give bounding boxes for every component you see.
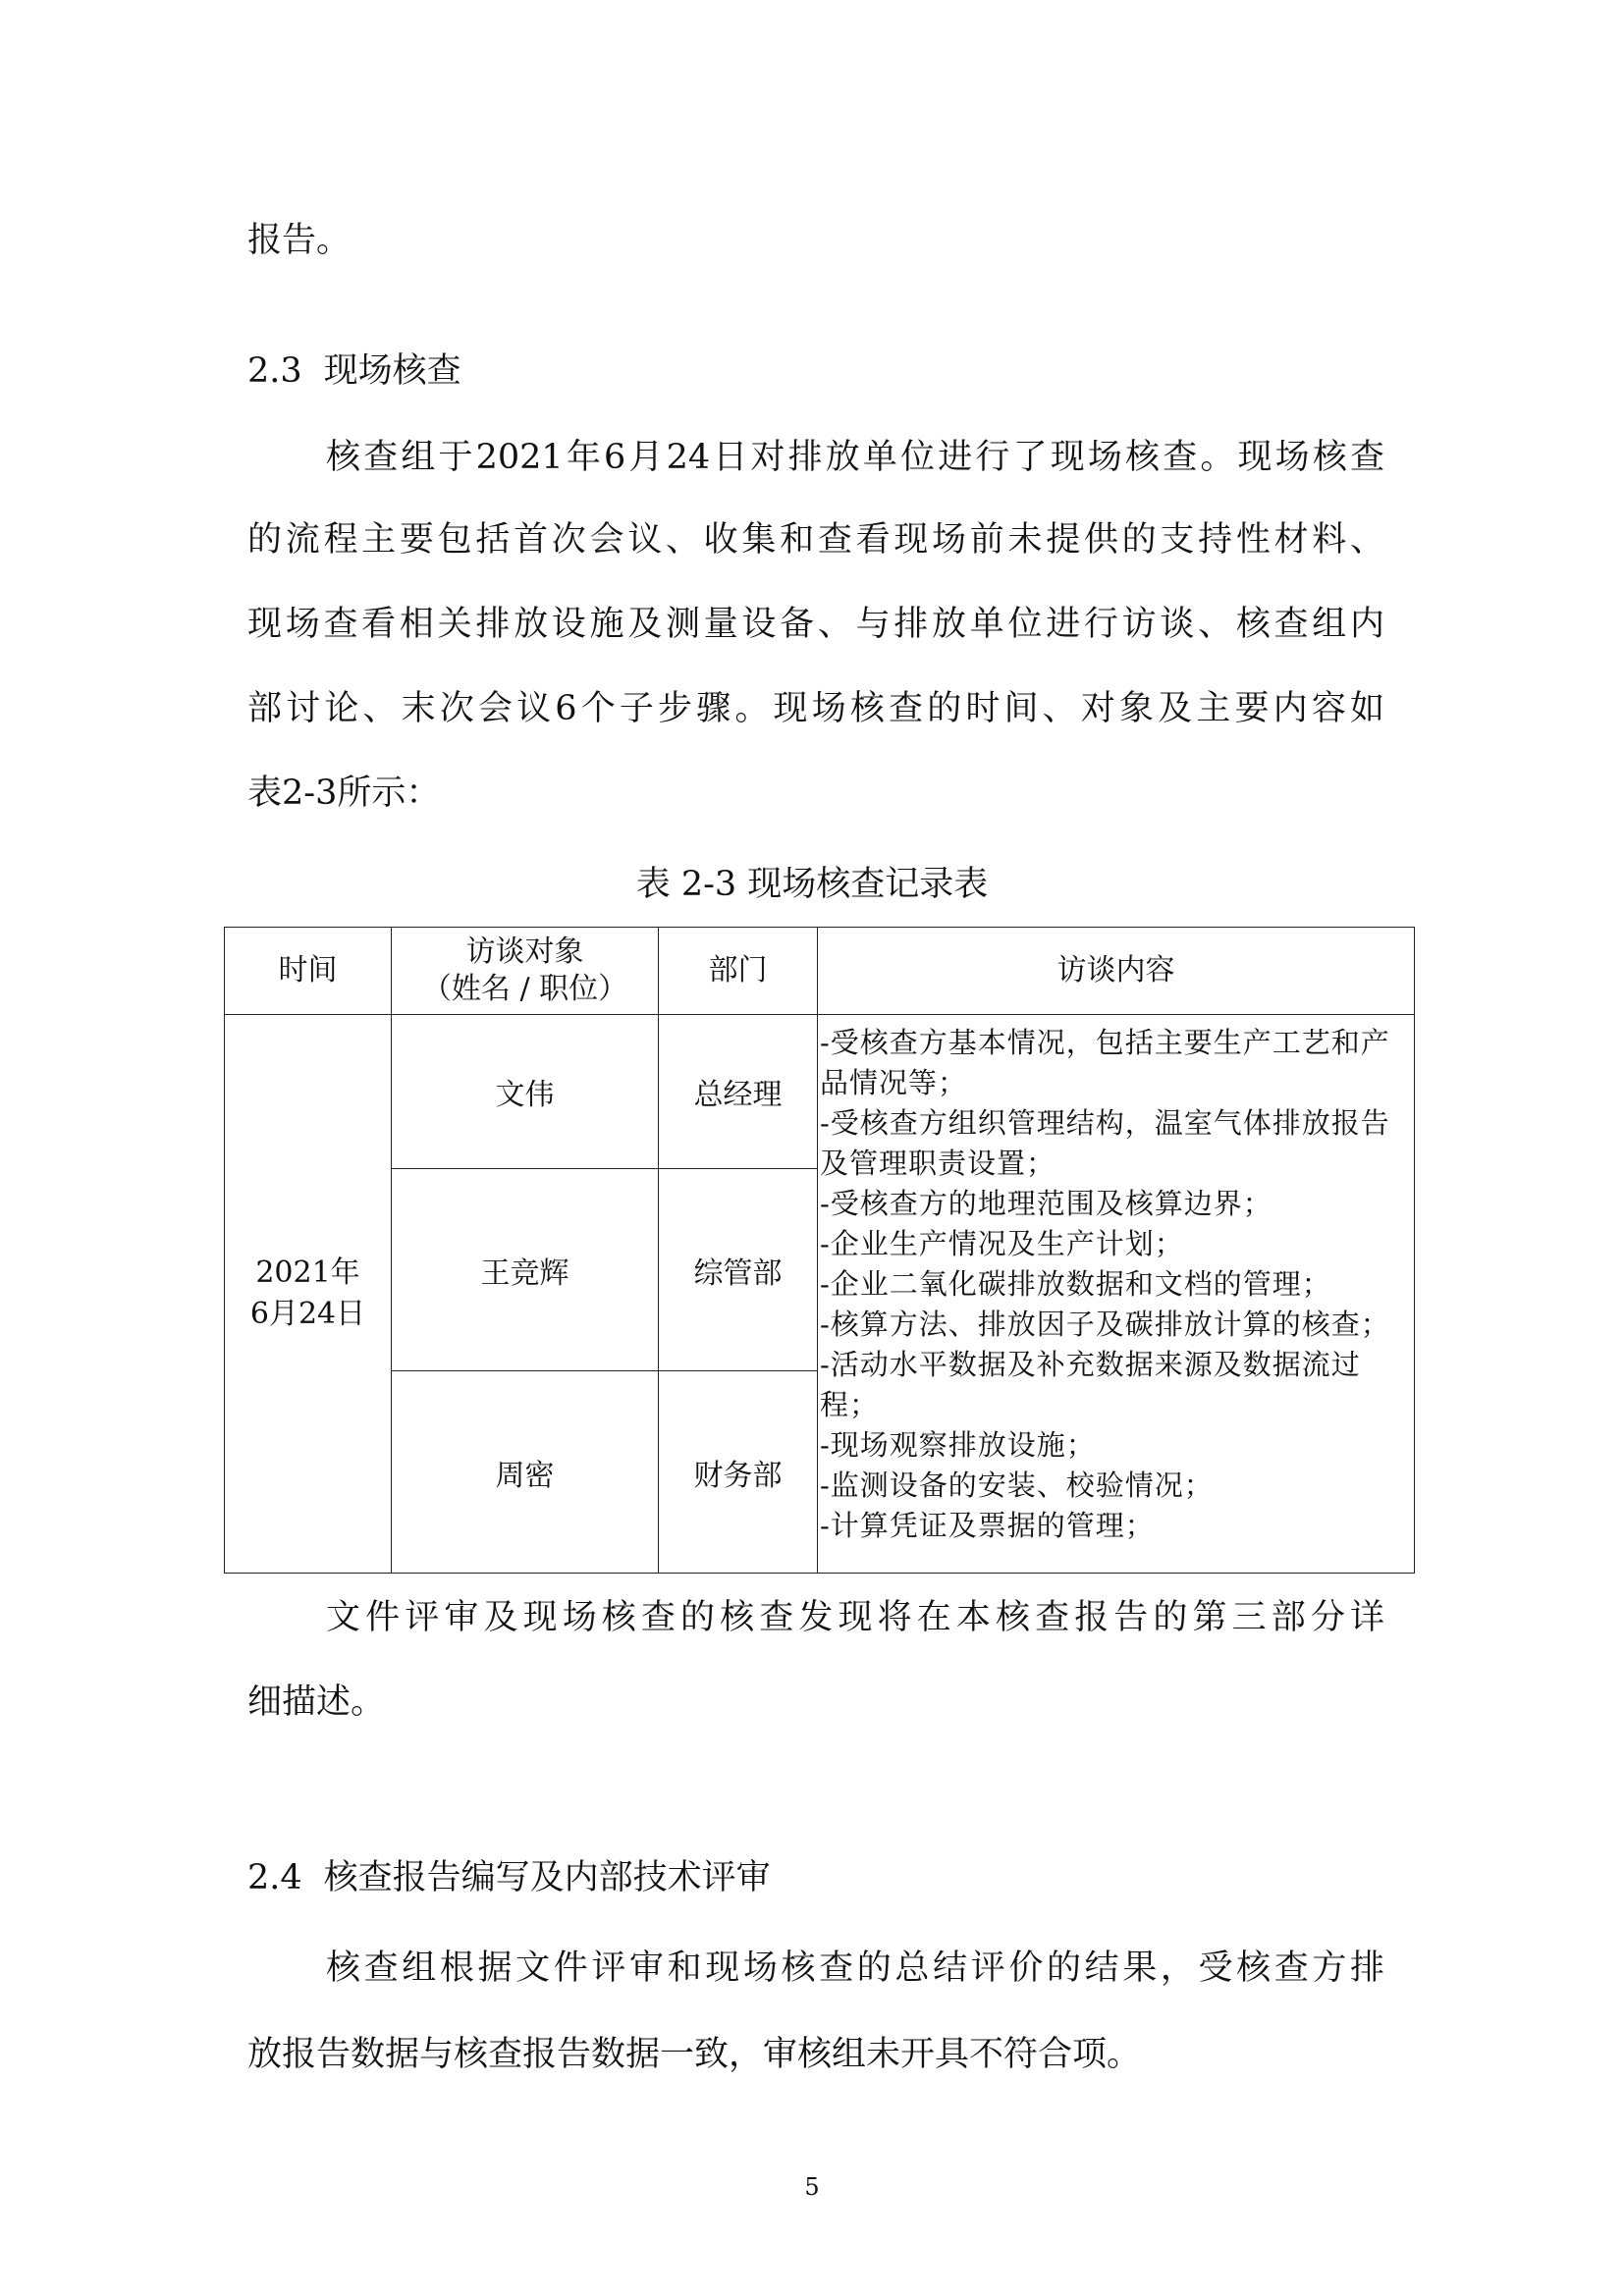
section-heading-2-4	[247, 1853, 771, 1902]
table-cell-department: 总经理	[659, 1015, 818, 1169]
paragraph-line: 表2-3所示：	[247, 774, 441, 813]
content-line: -受核查方基本情况，包括主要生产工艺和产	[820, 1026, 1390, 1059]
section-number: 2.3	[247, 351, 302, 391]
paragraph-line: 部讨论、末次会议6个子步骤。现场核查的时间、对象及主要内容如	[247, 689, 1384, 728]
table-cell-time: 2021年 6月24日	[225, 1015, 392, 1574]
interview-record-table	[224, 927, 1415, 1574]
paragraph-line: 核查组根据文件评审和现场核查的总结评价的结果，受核查方排	[326, 1949, 1384, 1988]
table-cell-interviewee: 周密	[392, 1371, 659, 1574]
content-line: 及管理职责设置；	[820, 1147, 1056, 1180]
paragraph-line: 细描述。	[247, 1682, 386, 1722]
content-line: -核算方法、排放因子及碳排放计算的核查；	[820, 1308, 1390, 1341]
paragraph-line: 现场查看相关排放设施及测量设备、与排放单位进行访谈、核查组内	[247, 605, 1384, 644]
table-caption: 表 2-3 现场核查记录表	[635, 865, 989, 904]
content-line: -现场观察排放设施；	[820, 1428, 1096, 1462]
table-header-cell: 部门	[659, 928, 818, 1015]
content-line: -企业生产情况及生产计划；	[820, 1227, 1184, 1260]
content-line: -受核查方组织管理结构，温室气体排放报告	[820, 1106, 1390, 1140]
content-line: -活动水平数据及补充数据来源及数据流过	[820, 1348, 1361, 1381]
table-cell-interviewee: 王竞辉	[392, 1169, 659, 1371]
section-title: 核查报告编写及内部技术评审	[323, 1858, 771, 1897]
table-header-cell: 访谈对象 （姓名 / 职位）	[392, 928, 659, 1015]
section-title: 现场核查	[323, 351, 461, 391]
table-cell-interviewee: 文伟	[392, 1015, 659, 1169]
content-line: -企业二氧化碳排放数据和文档的管理；	[820, 1267, 1331, 1301]
content-line: -计算凭证及票据的管理；	[820, 1509, 1155, 1542]
paragraph-tail: 报告。	[247, 221, 352, 260]
paragraph-line: 文件评审及现场核查的核查发现将在本核查报告的第三部分详	[326, 1598, 1384, 1637]
paragraph-line: 核查组于2021年6月24日对排放单位进行了现场核查。现场核查	[326, 438, 1384, 477]
table-cell-department: 财务部	[659, 1371, 818, 1574]
paragraph-line: 放报告数据与核查报告数据一致，审核组未开具不符合项。	[247, 2035, 1142, 2074]
table-header-cell: 时间	[225, 928, 392, 1015]
section-number: 2.4	[247, 1858, 302, 1897]
content-line: -受核查方的地理范围及核算边界；	[820, 1187, 1272, 1220]
paragraph-line: 的流程主要包括首次会议、收集和查看现场前未提供的支持性材料、	[247, 520, 1384, 560]
table-header-cell: 访谈内容	[818, 928, 1415, 1015]
content-line: 品情况等；	[820, 1066, 968, 1099]
section-heading-2-3	[247, 347, 461, 396]
table-cell-department: 综管部	[659, 1169, 818, 1371]
table-cell-content	[818, 1015, 1415, 1574]
page-number: 5	[804, 2173, 820, 2201]
content-line: -监测设备的安装、校验情况；	[820, 1468, 1214, 1502]
content-line: 程；	[820, 1388, 880, 1421]
